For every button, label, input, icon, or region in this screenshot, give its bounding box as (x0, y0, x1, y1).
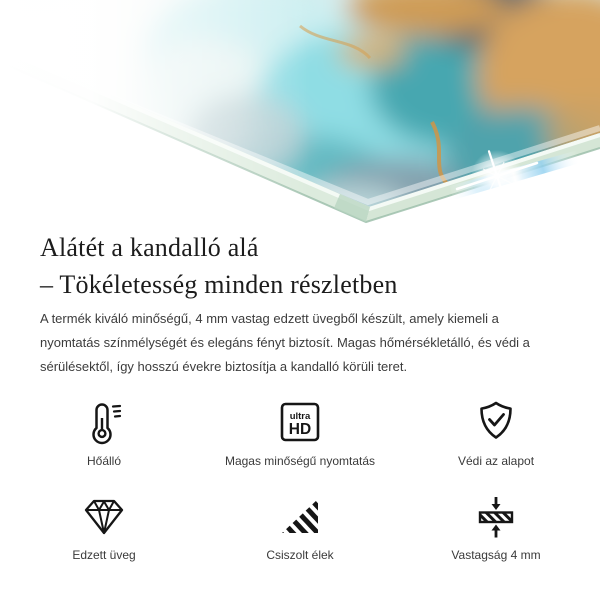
feature-label: Edzett üveg (72, 548, 136, 562)
feature-label: Vastagság 4 mm (451, 548, 541, 562)
thermometer-icon (80, 396, 128, 448)
white-fade-overlay (0, 0, 310, 240)
glass-panel-artwork (0, 0, 600, 240)
polished-edge-icon (276, 490, 324, 542)
feature-label: Hőálló (86, 454, 122, 468)
feature-label: Magas minőségű nyomtatás (224, 454, 376, 468)
shield-check-icon (472, 396, 520, 448)
feature-ultra-hd-print (202, 396, 398, 468)
features-grid (6, 396, 594, 562)
page-title (40, 229, 398, 303)
ultra-hd-badge-bottom: HD (288, 421, 312, 438)
feature-protects-base (398, 396, 594, 468)
diamond-icon (80, 490, 128, 542)
thickness-icon (472, 490, 520, 542)
feature-tempered-glass (6, 490, 202, 562)
feature-heat-resistant (6, 396, 202, 468)
product-description: A termék kiváló minőségű, 4 mm vastag edzett üvegből készült, amely kiemeli a nyomtatás színmélységét és elegáns fényt biztosít. Magas hőmérsékletálló, és védi a sérülésektől, így hosszú évekre biztosítja a kandalló körüli teret. (40, 311, 530, 374)
feature-label: Csiszolt élek (266, 548, 334, 562)
feature-thickness-4mm (398, 490, 594, 562)
page-title-line2: – Tökéletesség minden részletben (40, 270, 398, 299)
feature-polished-edges (202, 490, 398, 562)
ultra-hd-icon (276, 396, 324, 448)
feature-label: Védi az alapot (457, 454, 535, 468)
ultra-hd-badge-top: ultra (289, 411, 311, 422)
page-title-line1: Alátét a kandalló alá (40, 233, 259, 262)
product-image (0, 0, 600, 240)
